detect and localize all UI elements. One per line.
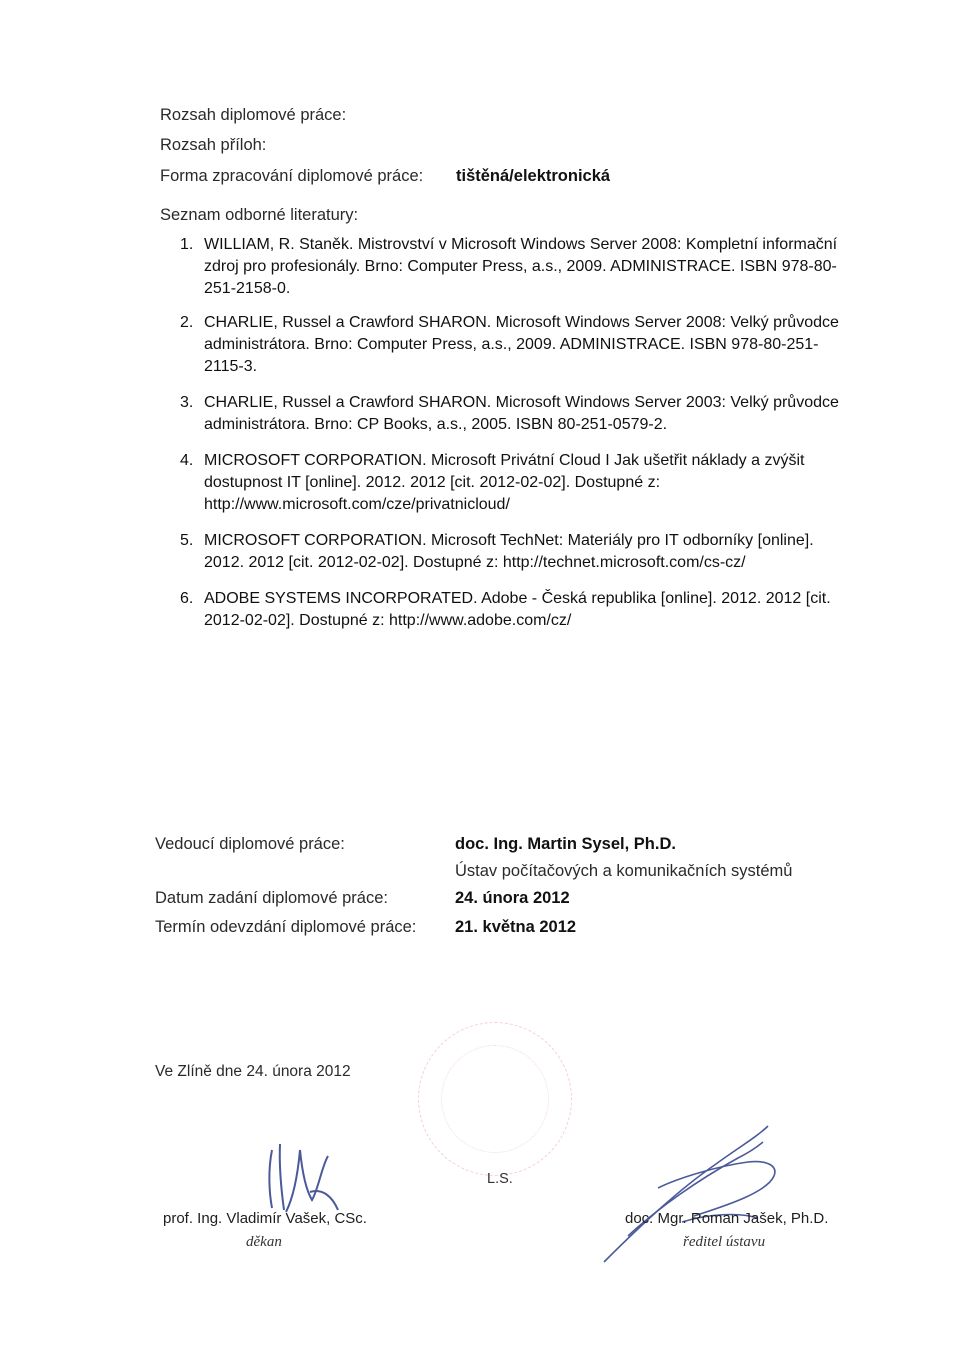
rozsah-priloh-label: Rozsah příloh:: [160, 136, 267, 154]
literature-item-text: CHARLIE, Russel a Crawford SHARON. Microsoft Windows Server 2003: Velký průvodce administrátora. Brno: CP Books, a.s., 2005. ISBN 80-251-0579-2.: [204, 394, 839, 433]
ls-mark: L.S.: [487, 1171, 513, 1187]
zadani-label: Datum zadání diplomové práce:: [155, 889, 388, 907]
literature-item-number: 3.: [180, 394, 194, 411]
literature-item-number: 4.: [180, 452, 194, 469]
official-seal-inner-ring: [441, 1045, 549, 1153]
literature-item: [180, 312, 880, 378]
termin-label: Termín odevzdání diplomové práce:: [155, 918, 417, 936]
vedouci-label: Vedoucí diplomové práce:: [155, 835, 345, 853]
vedouci-name: doc. Ing. Martin Sysel, Ph.D.: [455, 835, 676, 853]
literature-item-number: 1.: [180, 236, 194, 253]
literature-item: [180, 392, 880, 436]
literature-list: [180, 234, 880, 632]
literature-item-text: ADOBE SYSTEMS INCORPORATED. Adobe - Česká republika [online]. 2012. 2012 [cit. 2012-02-02]. Dostupné z: http://www.adobe.com/cz/: [204, 590, 831, 629]
rozsah-priloh-row: [160, 136, 266, 155]
literature-item-text: MICROSOFT CORPORATION. Microsoft TechNet: Materiály pro IT odborníky [online]. 2012. 2012 [cit. 2012-02-02]. Dostupné z: http://technet.microsoft.com/cs-cz/: [204, 532, 814, 571]
literature-item-text: MICROSOFT CORPORATION. Microsoft Privátní Cloud I Jak ušetřit náklady a zvýšit dostupnost IT [online]. 2012. 2012 [cit. 2012-02-02]. Dostupné z: http://www.microsoft.com/cze/privatnicloud/: [204, 452, 805, 513]
vedouci-department: Ústav počítačových a komunikačních systémů: [455, 862, 793, 880]
dean-role: děkan: [246, 1234, 282, 1250]
dean-name: prof. Ing. Vladimír Vašek, CSc.: [163, 1210, 367, 1227]
official-seal: [418, 1022, 572, 1176]
literature-item: [180, 234, 880, 300]
literature-item-text: CHARLIE, Russel a Crawford SHARON. Microsoft Windows Server 2008: Velký průvodce administrátora. Brno: Computer Press, a.s., 2009. ADMINISTRACE. ISBN 978-80-251-2115-3.: [204, 314, 839, 375]
literature-item: [180, 450, 880, 516]
literature-heading: Seznam odborné literatury:: [160, 206, 359, 224]
forma-value: tištěná/elektronická: [456, 167, 611, 185]
literature-item-text: WILLIAM, R. Staněk. Mistrovství v Microsoft Windows Server 2008: Kompletní informační zdroj pro profesionály. Brno: Computer Press, a.s., 2009. ADMINISTRACE. ISBN 978-80-251-2158-0.: [204, 236, 838, 297]
rozsah-prace-row: [160, 106, 346, 125]
zadani-value: 24. února 2012: [455, 889, 570, 907]
termin-value: 21. května 2012: [455, 918, 577, 936]
literature-item: [180, 530, 880, 574]
rozsah-prace-label: Rozsah diplomové práce:: [160, 106, 347, 124]
literature-item: [180, 588, 880, 632]
literature-item-number: 6.: [180, 590, 194, 607]
director-name: doc. Mgr. Roman Jašek, Ph.D.: [625, 1210, 829, 1227]
place-date: Ve Zlíně dne 24. února 2012: [155, 1063, 351, 1080]
forma-row: [160, 167, 611, 186]
forma-label: Forma zpracování diplomové práce:: [160, 167, 424, 185]
literature-item-number: 2.: [180, 314, 194, 331]
literature-item-number: 5.: [180, 532, 194, 549]
director-role: ředitel ústavu: [683, 1234, 766, 1250]
